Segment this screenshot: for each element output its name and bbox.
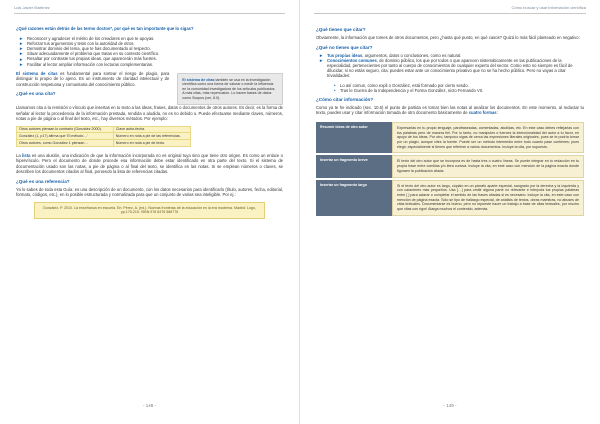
left-content — [16, 26, 283, 219]
what-to-cite-paragraph: Obviamente, la información que tomes de otros documentos, pero ¿hasta qué punto, en qué casos? Quizá lo más fácil planteado en negativo: — [316, 35, 580, 40]
table-cell: Otros autores piensan lo contrario (González 2000). — [17, 126, 114, 133]
right-running-head: Cómo buscar y usar información científica — [511, 5, 586, 10]
citation-example-table — [16, 126, 191, 147]
table-row — [17, 139, 191, 146]
list-item: ► Facilitar al lector ampliar información con lecturas complementarias. — [19, 61, 154, 67]
arrow-right-icon: ► — [19, 46, 24, 52]
table-row — [316, 180, 584, 216]
arrow-right-icon: ► — [19, 51, 24, 57]
reasons-list — [18, 36, 283, 67]
citation-system-section — [16, 71, 283, 106]
heading-what-to-cite: ¿Qué tienes que citar? — [316, 27, 366, 32]
list-item: ► Conocimientos comunes, de dominio público, los que por todos o que aparecen sistemáticamente en las publicaciones de la especialidad, pertenecientes por tanto al cuerpo de conocimientos de cualquier experto del sector. Como esto no siempre es fácil de dilucidar, si no estás seguro, cita: puedes estar ante un conocimiento privativo que no se ha hecho público. Pero no vayas a citar trivialidades: — [319, 57, 573, 79]
heading-what-not-to-cite: ¿Qué no tienes que citar? — [316, 44, 373, 50]
citation-definition-paragraph: Llamamos cita a la remisión o vínculo que insertas en tu texto a las ideas, frases, datos o documentos de otros autores. Es decir, es la forma de señalar al lector la procedencia de la información prestada, rendida o aludida, no es no debido o. Puede efectuarse mediante claves, números, notas a pie de página o al final del texto, etc., hay diversos métodos. Por ejemplo: — [16, 105, 283, 122]
form-label: Insertar un fragmento largo — [316, 180, 392, 216]
table-cell: Número en nota a pie de las referencias. — [113, 133, 190, 140]
table-cell: Clave autor-fecha. — [113, 126, 190, 133]
how-to-cite-paragraph: Como ya te he indicado (sec. 10.6) el punto de partida es tomar bien las notas al analizar los documentos. En este momento, al redactar tu texto, puedes usar y citar información tomada de otro documento básicamente de cuatro formas: — [316, 104, 584, 116]
left-header-rule — [14, 13, 285, 14]
right-header-rule — [314, 13, 586, 14]
heading-how-to-cite: ¿Cómo citar información? — [316, 96, 374, 102]
list-item: ► Tus propias ideas, argumentos, datos o conclusiones, como es natural. — [319, 52, 462, 58]
list-item: ► Demostrar dominio del tema, que te has documentado al respecto. — [19, 45, 151, 52]
arrow-right-icon: ► — [19, 56, 24, 62]
arrow-right-icon: ► — [19, 41, 24, 46]
list-item: ► Resaltar por contraste tus propias ideas, que aparecerán más fuertes. — [19, 56, 157, 62]
table-row — [316, 155, 584, 177]
reference-paragraph: Ya lo sabes de toda esta Guía: es una descripción de un documento, con los datos necesarios para identificarlo (título, autores, fecha, editorial, formato, códigos, etc.), en lo posible estructurada y normalizada para que un conjunto de varias sea inteligible. Por ej.: — [16, 186, 283, 197]
list-item: ► Situar adecuadamente el problema que tratas en su contexto científico. — [19, 51, 160, 57]
heading-what-is-reference: ¿Qué es una referencia? — [16, 178, 70, 184]
arrow-right-icon: ► — [19, 61, 24, 67]
table-row — [17, 133, 191, 140]
arrow-right-icon: ► — [319, 58, 324, 63]
arrow-right-icon: ► — [19, 35, 24, 41]
left-page-number: - 148 - — [142, 403, 156, 408]
table-row — [17, 126, 191, 133]
not-cite-list — [318, 53, 584, 79]
left-running-head: Luis Javier Martínez — [14, 5, 50, 10]
right-page-number: - 149 - — [443, 403, 457, 408]
list-paragraph: La lista es una alusión, una indicación de que la información incorporada no es original tuya sino que tiene otro origen. Es como un enlace o hipervínculo. Pero el documento de donde procede esa información debe estar identificado en otra parte del texto. Si el sistema de documentación usado son las notas, a pie de página o al final del texto, se identifica en las notas. Si se emplean números o claves, se describen los documentos citados al final, poniendo la lista de referencias citadas. — [16, 152, 283, 174]
citation-system-paragraph: El sistema de citas es fundamental para sortear el riesgo de plagio, para distinguir lo propio de lo ajeno. Es un instrumento de claridad intelectual y de construcción respetuosa y comunitaria del conocimiento público. — [16, 70, 170, 87]
form-description: Si el texto del otro autor es largo, cópialo en un párrafo aparte especial, sangrado por la derecha y la izquierda y con caracteres más pequeños. Usa […] para omitir alguna parte no relevante e interpola tus propias palabras entre [ ] para aclarar o completar el sentido de las frases citadas si es necesario. Incluye la cita, en este caso con mención de página exacta. Sólo se tipo de hallazgo especial, de análisis de textos, obras maestras, no abuses de citas textuales. Documentarse es bueno, pero no repueste hacer un trabajo a base de citas textuales, por mucho que citas con rigor! Alarga muchos el contenido, además. — [392, 180, 584, 216]
table-cell: Otros autores, como González 1 piensan… — [17, 139, 114, 146]
right-content — [316, 24, 584, 218]
intro-question: ¿Qué razones están detrás de las termo doctos*, por qué es tan importante que lo sigas? — [16, 26, 194, 31]
heading-what-is-citation: ¿Qué es una cita? — [16, 91, 56, 97]
table-cell: Número en nota a pie de texto. — [113, 139, 190, 146]
arrow-right-icon: ► — [319, 52, 324, 58]
bullet-dot-icon: • — [334, 87, 336, 93]
table-cell: González (1, p17) afirma que 'El método…' — [17, 133, 114, 140]
form-label: Insertar un fragmento breve — [316, 155, 392, 177]
right-page — [300, 0, 600, 424]
list-item: ► Reforzar tus argumentos y tesis con la autoridad de otros. — [19, 40, 135, 46]
definition-box: El sistema de citas también se usa en la investigación científica como una forma de valorar o medir la influencia en la comunidad investigadora de los artículos publicados. A más citas, más repercusión. Lo hacen bases de datos como Scopus (ver, 8.0). — [177, 73, 283, 106]
list-item: ► Reconocer y agradecer el mérito de los creadores en que te apoyas. — [19, 35, 155, 41]
citation-forms-table — [316, 120, 584, 218]
trivialities-list — [334, 83, 584, 93]
reference-example-box: González, P. 2010. La enseñanza en escuela. En: Pérez, A. (ed.). Nuevas fronteras de la educación en la era moderna. Madrid: Lugo, pp.175-215. ISBN 978 8476 588776 — [34, 202, 265, 219]
list-item: • Tras le Guerra de la Independencia y el Forma González, nicto Fernando VII. — [334, 87, 484, 93]
list-item: • Lo así comun, como expli o González, está formado por cierto sesdo. — [334, 82, 469, 88]
table-row — [316, 122, 584, 154]
bullet-dot-icon: • — [334, 82, 336, 88]
form-description: Expresarlas en tu propio lenguaje, parafraseadas, comentadas, aludidas, etc. En este caso debes reflejarlas con tus palabras pero de manera fiel. Por lo tanto, no manipules o fuerces la intencionalidad del autor a tu favor, en apoyo de tus ideas. Por otro, tampoco sigas de cerca las expresiones literales originales, pues se te podría tomar por un plagio, aunque cites la fuente. Puede ser un método intermedio entre todo cuanto pase contienes; pues elegir, especialmente si tienes que referirse a varios documentos. Incluye la cita, por supuesto. — [392, 122, 584, 154]
form-label: Resumir ideas de otro autor — [316, 122, 392, 154]
form-description: El texto del otro autor que se incorpora es de hasta tres o cuatro líneas. Se puede integrar en tu redacción en tu propia frase entre comillas y/o letra cursiva. Incluye la cita, en este caso con mención de la página exacta donde figuraen la publicación citada. — [392, 155, 584, 177]
